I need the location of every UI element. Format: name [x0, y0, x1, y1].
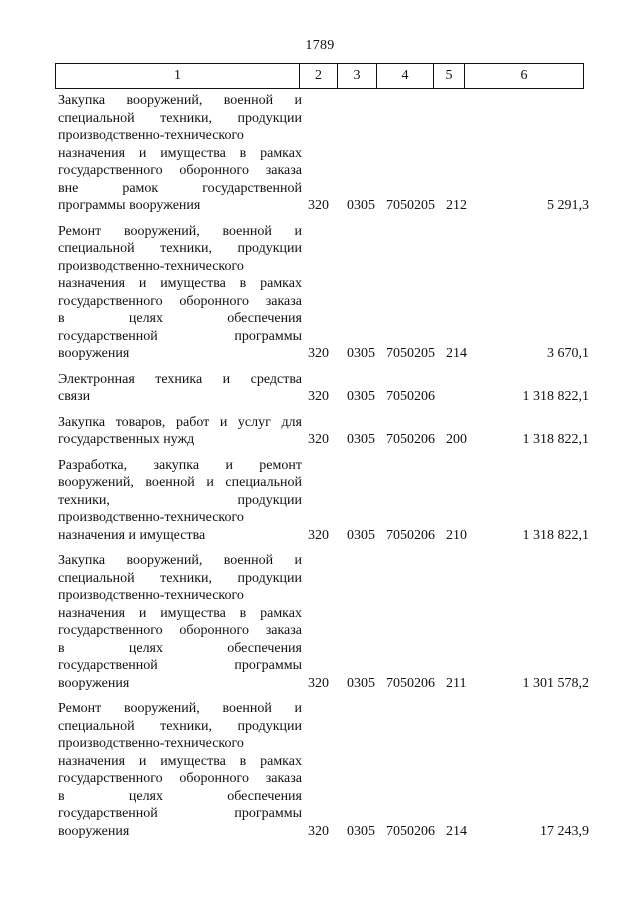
description-line: Электронная техника и средства — [58, 371, 302, 387]
expense-type-code: 210 — [446, 527, 467, 543]
expense-type-code: 212 — [446, 198, 467, 213]
description-line: Ремонт вооружений, военной и — [58, 223, 302, 239]
budget-row — [55, 552, 595, 692]
column-header-row — [56, 64, 584, 89]
column-header-1: 1 — [56, 64, 300, 89]
amount: 1 318 822,1 — [522, 527, 589, 543]
amount: 1 318 822,1 — [522, 432, 589, 447]
description-line: государственного оборонного заказа — [58, 163, 302, 178]
description-line: производственно-технического — [58, 588, 244, 603]
amount: 17 243,9 — [540, 823, 589, 839]
section-code: 0305 — [347, 432, 375, 447]
row-description — [55, 552, 302, 692]
amount: 1 318 822,1 — [522, 389, 589, 404]
rz-code: 320 — [308, 346, 329, 361]
page-number: 1789 — [305, 38, 335, 53]
rz-code: 320 — [308, 432, 329, 447]
expense-type-code: 214 — [446, 823, 467, 839]
description-line: вооружения — [58, 675, 130, 691]
budget-row — [55, 223, 595, 363]
description-line: Закупка товаров, работ и услуг для — [58, 414, 302, 430]
description-line: в целях обеспечения — [58, 311, 302, 326]
description-line: государственной программы — [58, 806, 302, 821]
description-line: специальной техники, продукции — [58, 570, 302, 586]
description-line: производственно-технического — [58, 510, 244, 525]
section-code: 0305 — [347, 198, 375, 213]
budget-row — [55, 700, 595, 840]
row-codes — [55, 675, 595, 693]
description-line: назначения и имущества в рамках — [58, 276, 302, 291]
target-article-code: 7050205 — [386, 346, 435, 361]
row-description — [55, 700, 302, 840]
column-header-3: 3 — [338, 64, 377, 89]
amount: 5 291,3 — [547, 198, 589, 213]
description-line: Разработка, закупка и ремонт — [58, 457, 302, 473]
description-line: производственно-технического — [58, 736, 244, 751]
description-line: Закупка вооружений, военной и — [58, 93, 302, 108]
amount: 1 301 578,2 — [522, 675, 589, 691]
expense-type-code: 211 — [446, 675, 467, 691]
description-line: вооружения — [58, 823, 130, 839]
row-codes — [55, 527, 595, 545]
column-header-5: 5 — [434, 64, 465, 89]
description-line: государственного оборонного заказа — [58, 623, 302, 638]
row-codes — [55, 388, 595, 406]
rz-code: 320 — [308, 527, 329, 543]
section-code: 0305 — [347, 346, 375, 361]
column-header-table — [55, 63, 584, 89]
description-line: специальной техники, продукции — [58, 110, 302, 126]
description-line: производственно-технического — [58, 258, 244, 274]
column-header-4: 4 — [377, 64, 434, 89]
target-article-code: 7050206 — [386, 432, 435, 447]
section-code: 0305 — [347, 823, 375, 839]
budget-row — [55, 457, 595, 545]
budget-row — [55, 371, 595, 406]
description-line: специальной техники, продукции — [58, 718, 302, 734]
description-line: назначения и имущества в рамках — [58, 145, 302, 161]
budget-row — [55, 414, 595, 449]
description-line: вооружения — [58, 346, 130, 361]
rz-code: 320 — [308, 198, 329, 213]
target-article-code: 7050206 — [386, 675, 435, 691]
row-codes — [55, 431, 595, 449]
description-line: государственного оборонного заказа — [58, 771, 302, 786]
description-line: государственного оборонного заказа — [58, 293, 302, 309]
description-line: Закупка вооружений, военной и — [58, 553, 302, 568]
column-header-2: 2 — [300, 64, 338, 89]
description-line: назначения и имущества в рамках — [58, 753, 302, 769]
rz-code: 320 — [308, 675, 329, 691]
target-article-code: 7050206 — [386, 389, 435, 404]
budget-row — [55, 92, 595, 215]
expense-type-code: 200 — [446, 432, 467, 447]
description-line: государственных нужд — [58, 432, 195, 447]
row-codes — [55, 345, 595, 363]
section-code: 0305 — [347, 527, 375, 543]
row-description — [55, 223, 302, 363]
description-line: государственной программы — [58, 658, 302, 673]
description-line: вооружений, военной и специальной — [58, 475, 302, 490]
amount: 3 670,1 — [547, 346, 589, 361]
expense-type-code: 214 — [446, 346, 467, 361]
description-line: в целях обеспечения — [58, 788, 302, 804]
description-line: программы вооружения — [58, 198, 201, 213]
column-header-6: 6 — [465, 64, 584, 89]
budget-rows — [55, 92, 595, 848]
section-code: 0305 — [347, 675, 375, 691]
description-line: специальной техники, продукции — [58, 241, 302, 256]
description-line: Ремонт вооружений, военной и — [58, 701, 302, 716]
description-line: в целях обеспечения — [58, 640, 302, 656]
section-code: 0305 — [347, 389, 375, 404]
row-codes — [55, 823, 595, 841]
description-line: производственно-технического — [58, 128, 244, 143]
description-line: связи — [58, 389, 91, 404]
rz-code: 320 — [308, 389, 329, 404]
row-codes — [55, 197, 595, 215]
description-line: государственной программы — [58, 328, 302, 344]
description-line: назначения и имущества в рамках — [58, 605, 302, 621]
rz-code: 320 — [308, 823, 329, 839]
target-article-code: 7050206 — [386, 527, 435, 543]
description-line: назначения и имущества — [58, 527, 206, 543]
description-line: техники, продукции — [58, 492, 302, 508]
description-line: вне рамок государственной — [58, 180, 302, 196]
target-article-code: 7050205 — [386, 198, 435, 213]
target-article-code: 7050206 — [386, 823, 435, 839]
